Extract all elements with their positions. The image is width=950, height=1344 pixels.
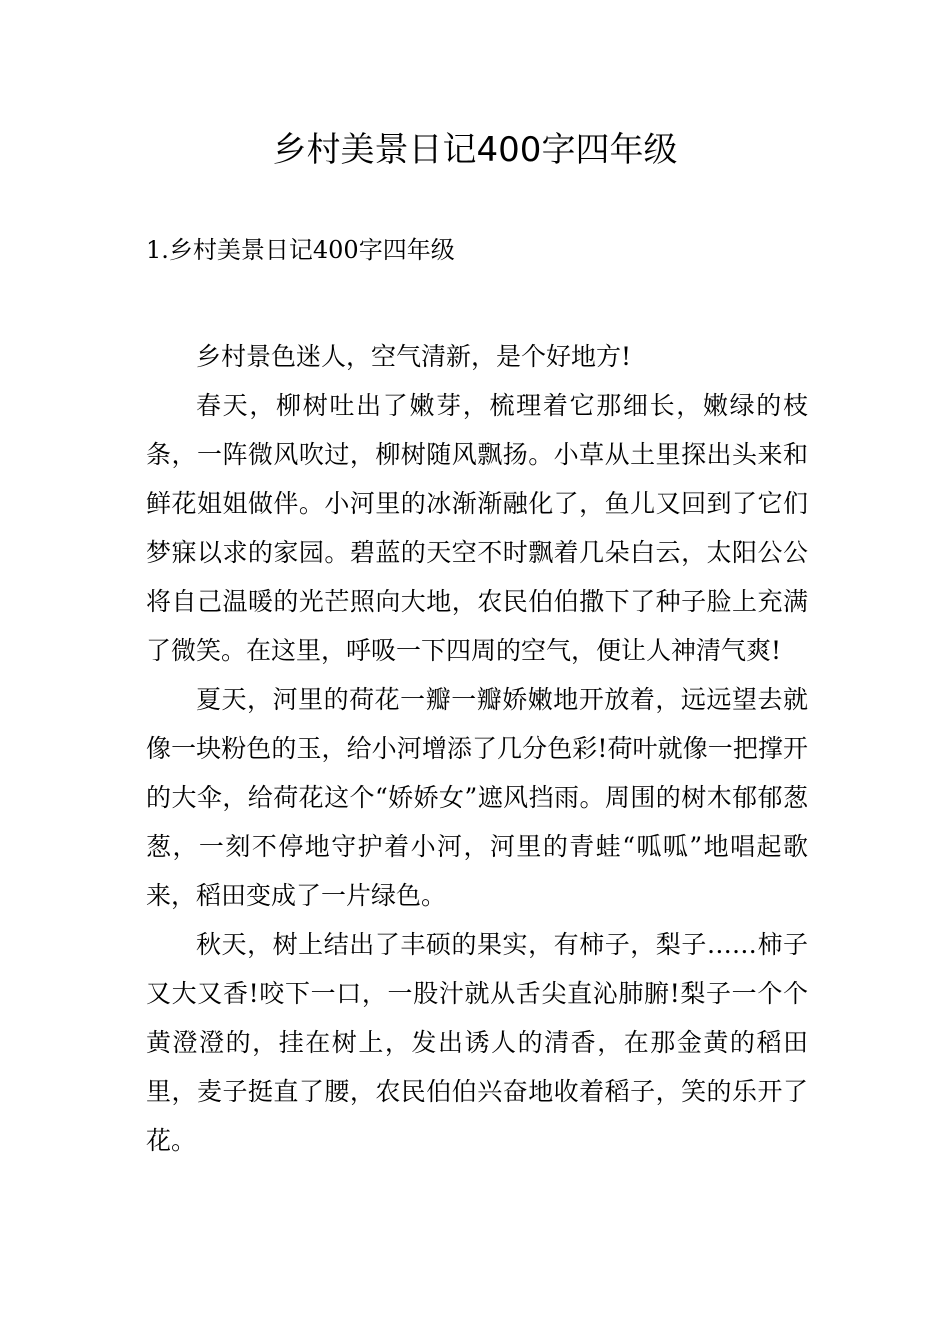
section-heading: 1.乡村美景日记400字四年级 <box>146 236 455 264</box>
paragraph-autumn: 秋天，树上结出了丰硕的果实，有柿子，梨子……柿子又大又香!咬下一口，一股汁就从舌尖直沁肺腑!梨子一个个黄澄澄的，挂在树上，发出诱人的清香，在那金黄的稻田里，麦子挺直了腰，农民伯伯兴奋地收着稻子，笑的乐开了花。 <box>146 930 808 1155</box>
paragraph-intro: 乡村景色迷人，空气清新，是个好地方! <box>196 342 632 371</box>
body-text <box>146 332 808 1165</box>
paragraph-summer: 夏天，河里的荷花一瓣一瓣娇嫩地开放着，远远望去就像一块粉色的玉，给小河增添了几分色彩!荷叶就像一把撑开的大伞，给荷花这个“娇娇女”遮风挡雨。周围的树木郁郁葱葱，一刻不停地守护着小河，河里的青蛙“呱呱”地唱起歌来，稻田变成了一片绿色。 <box>146 685 808 910</box>
document-title: 乡村美景日记400字四年级 <box>272 130 678 170</box>
paragraph-spring: 春天，柳树吐出了嫩芽，梳理着它那细长，嫩绿的枝条，一阵微风吹过，柳树随风飘扬。小草从土里探出头来和鲜花姐姐做伴。小河里的冰渐渐融化了，鱼儿又回到了它们梦寐以求的家园。碧蓝的天空不时飘着几朵白云，太阳公公将自己温暖的光芒照向大地，农民伯伯撒下了种子脸上充满了微笑。在这里，呼吸一下四周的空气，便让人神清气爽! <box>146 391 808 665</box>
